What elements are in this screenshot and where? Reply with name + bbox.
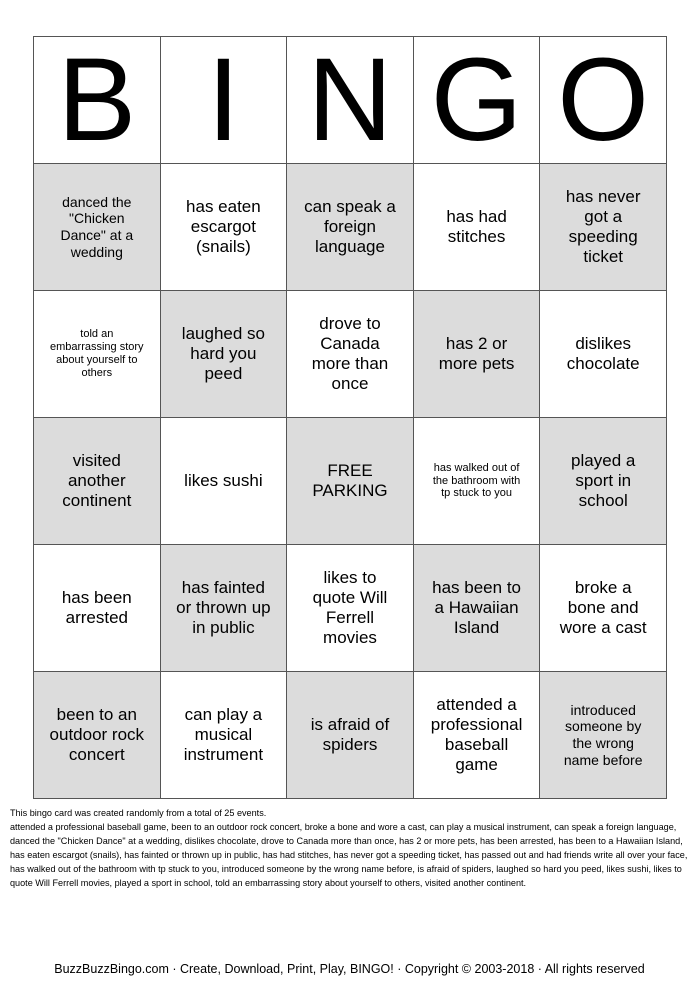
bingo-cell: has 2 or more pets (413, 291, 540, 418)
footer-copyright: BuzzBuzzBingo.com · Create, Download, Print, Play, BINGO! · Copyright © 2003-2018 · All rights reserved (54, 962, 645, 976)
bingo-cell: visited another continent (34, 418, 161, 545)
bingo-cell: drove to Canada more than once (287, 291, 414, 418)
bingo-cell: likes sushi (160, 418, 287, 545)
header-letter-g: G (413, 37, 540, 164)
bingo-cell: danced the "Chicken Dance" at a wedding (34, 164, 161, 291)
bingo-cell: introduced someone by the wrong name before (540, 672, 667, 799)
header-row (34, 37, 667, 164)
bingo-cell: has walked out of the bathroom with tp stuck to you (413, 418, 540, 545)
bingo-cell: can speak a foreign language (287, 164, 414, 291)
bingo-cell: has fainted or thrown up in public (160, 545, 287, 672)
bingo-cell: has had stitches (413, 164, 540, 291)
card-description (10, 806, 690, 890)
bingo-cell: laughed so hard you peed (160, 291, 287, 418)
card-description-events: attended a professional baseball game, been to an outdoor rock concert, broke a bone and wore a cast, can play a musical instrument, can speak a foreign language, danced the "Chicken Dance" at a wedding, dislikes chocolate, drove to Canada more than once, has 2 or more pets, has been arrested, has been to a Hawaiian Island, has eaten escargot (snails), has fainted or thrown up in public, has had stitches, has never got a speeding ticket, has passed out and had friends write all over your face, has walked out of the bathroom with tp stuck to you, introduced someone by the wrong name before, is afraid of spiders, laughed so hard you peed, likes sushi, likes to quote Will Ferrell movies, played a sport in school, told an embarrassing story about yourself to others, visited another continent. (10, 822, 688, 888)
bingo-cell: been to an outdoor rock concert (34, 672, 161, 799)
bingo-row (34, 418, 667, 545)
bingo-cell: played a sport in school (540, 418, 667, 545)
bingo-row (34, 291, 667, 418)
header-letter-b: B (34, 37, 161, 164)
header-letter-n: N (287, 37, 414, 164)
bingo-cell: has never got a speeding ticket (540, 164, 667, 291)
bingo-cell: broke a bone and wore a cast (540, 545, 667, 672)
bingo-card (33, 36, 667, 799)
bingo-cell: likes to quote Will Ferrell movies (287, 545, 414, 672)
header-letter-i: I (160, 37, 287, 164)
bingo-cell: can play a musical instrument (160, 672, 287, 799)
bingo-cell: is afraid of spiders (287, 672, 414, 799)
bingo-cell: has eaten escargot (snails) (160, 164, 287, 291)
bingo-cell: told an embarrassing story about yourself to others (34, 291, 161, 418)
bingo-cell: has been to a Hawaiian Island (413, 545, 540, 672)
header-letter-o: O (540, 37, 667, 164)
bingo-cell: has been arrested (34, 545, 161, 672)
bingo-row (34, 672, 667, 799)
bingo-row (34, 545, 667, 672)
free-space-cell: FREE PARKING (287, 418, 414, 545)
bingo-row (34, 164, 667, 291)
bingo-cell: dislikes chocolate (540, 291, 667, 418)
bingo-cell: attended a professional baseball game (413, 672, 540, 799)
card-description-intro: This bingo card was created randomly from a total of 25 events. (10, 808, 267, 818)
